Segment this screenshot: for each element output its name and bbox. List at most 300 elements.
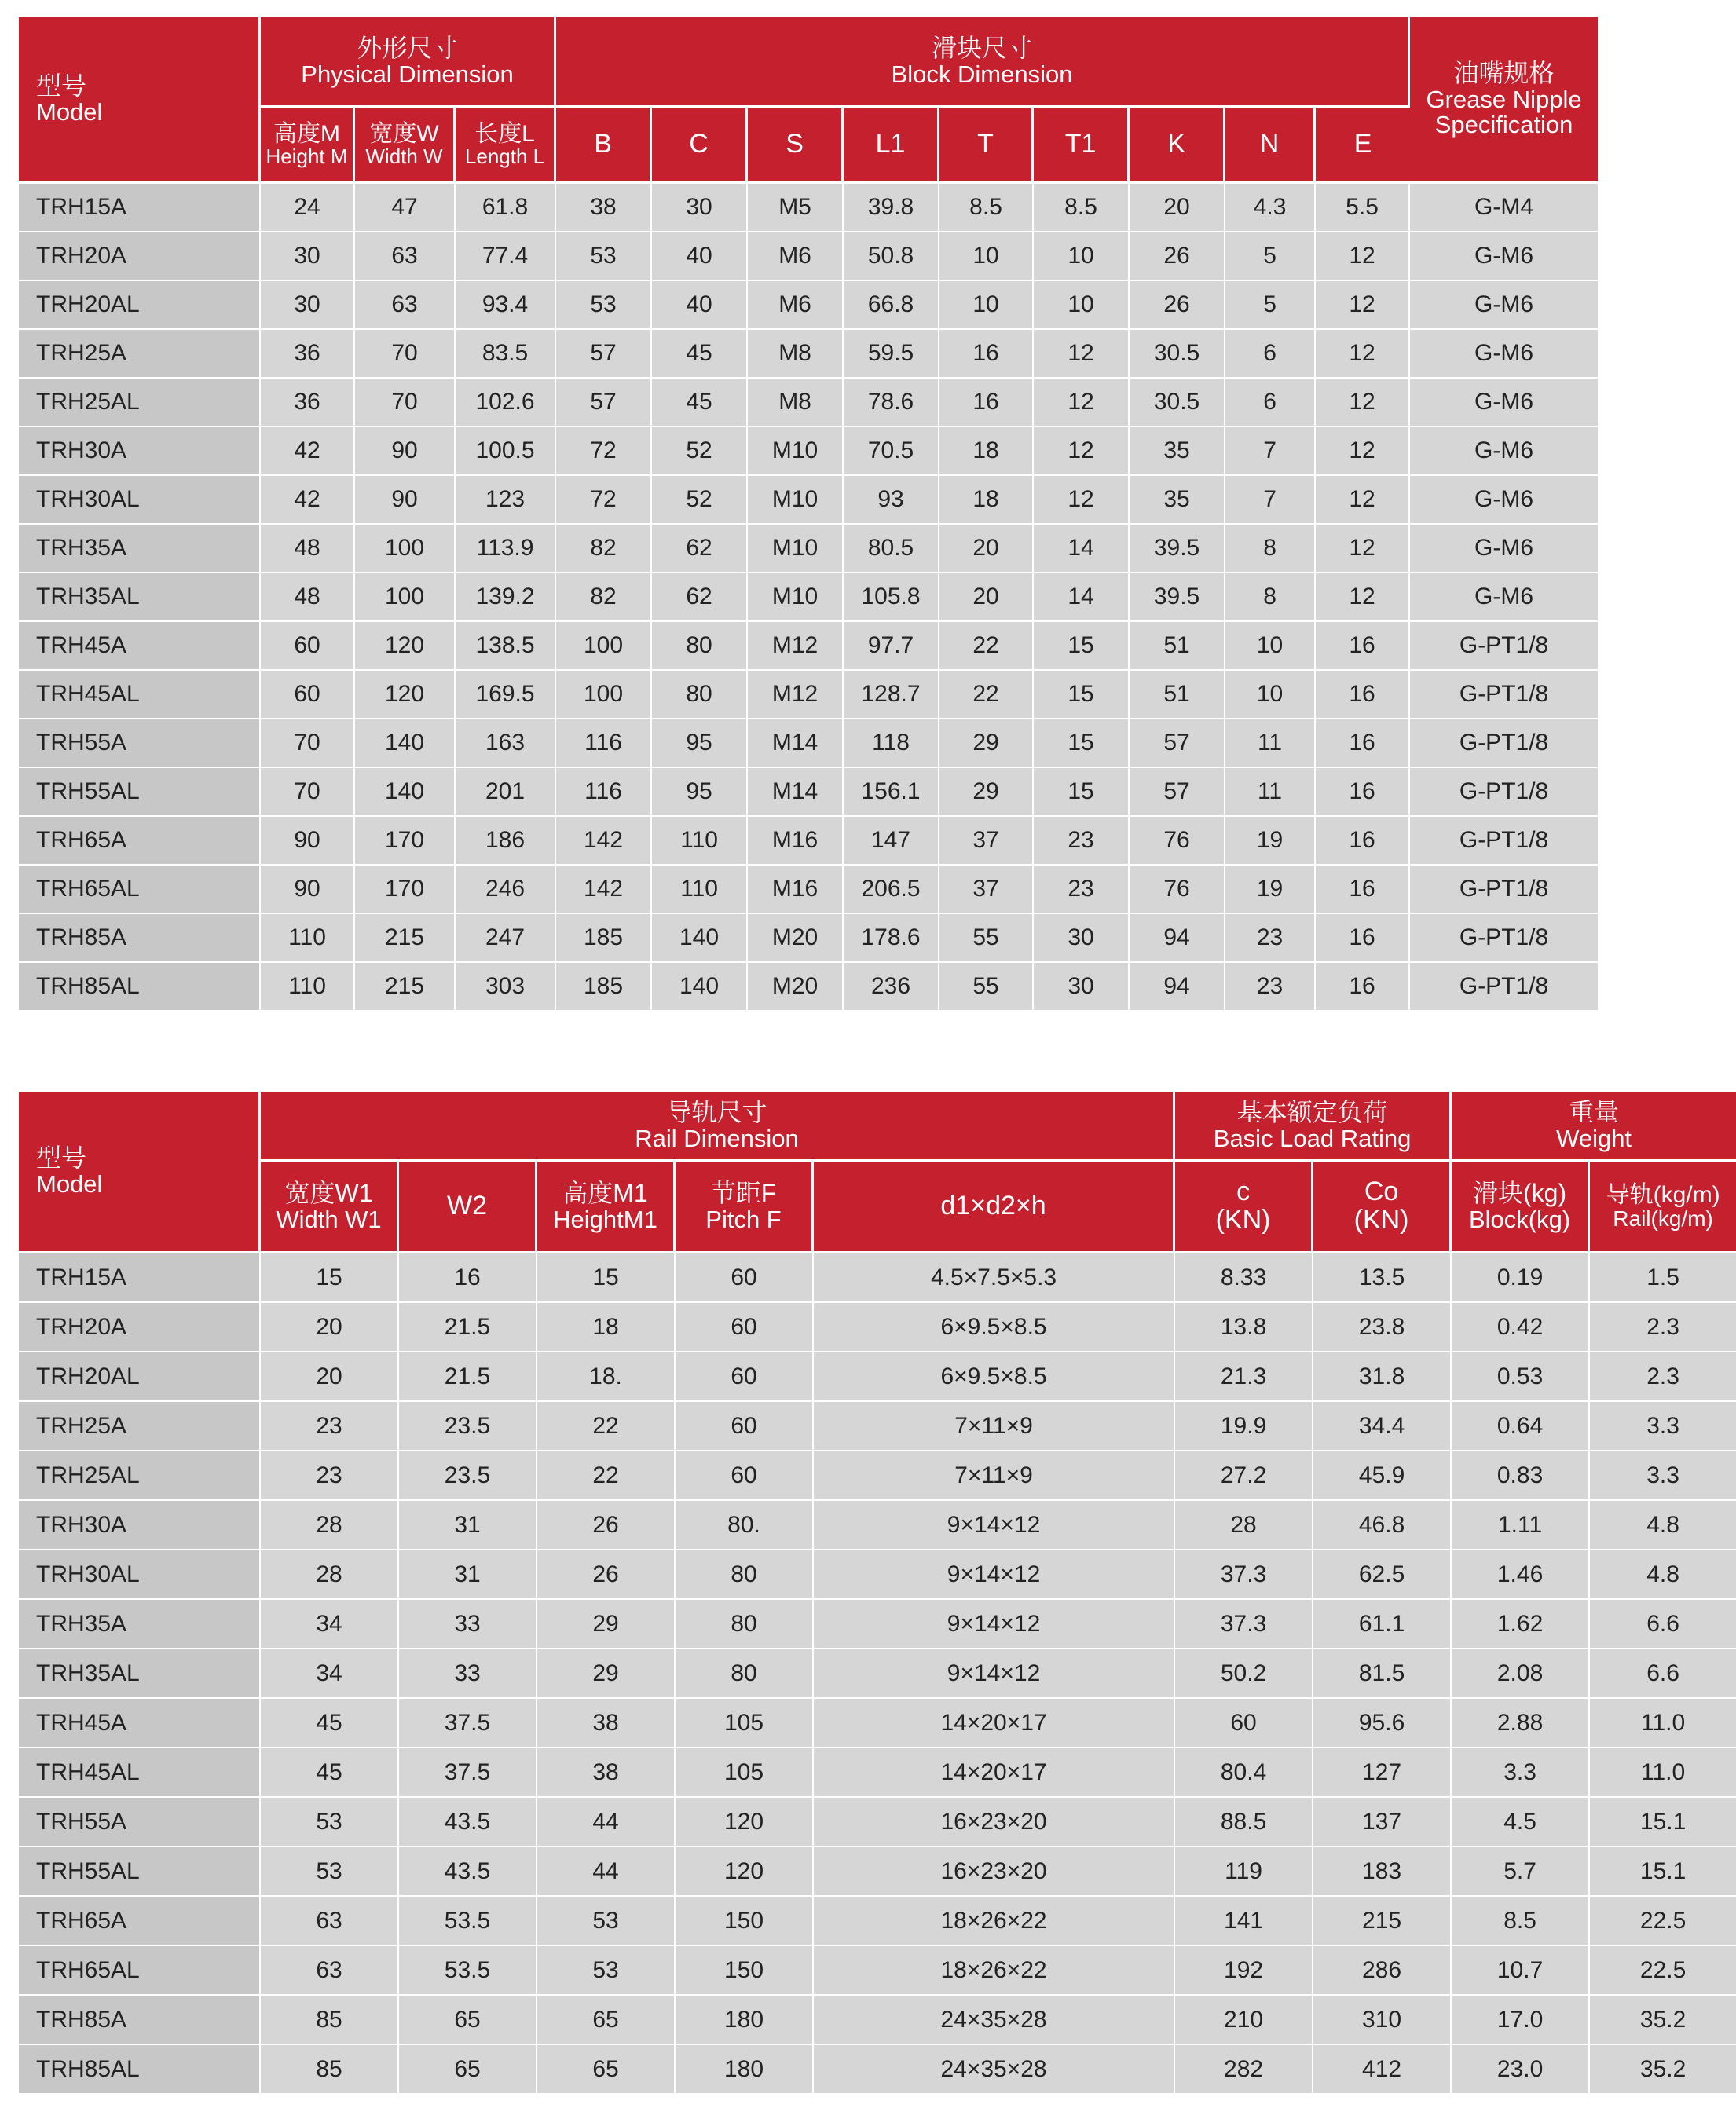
c-cell: 110 <box>652 817 748 866</box>
c-cell: 140 <box>652 963 748 1010</box>
load-co-cell: 95.6 <box>1313 1699 1452 1748</box>
grease-nipple-cell: G-M6 <box>1410 573 1598 622</box>
grease-nipple-cell: G-PT1/8 <box>1410 866 1598 914</box>
load-c-cell: 210 <box>1175 1996 1313 2045</box>
n-cell: 4.3 <box>1225 184 1316 232</box>
load-co-cell: 127 <box>1313 1748 1452 1798</box>
t1-cell: 8.5 <box>1034 184 1130 232</box>
model-cell: TRH25A <box>19 330 261 379</box>
load-c-cell: 50.2 <box>1175 1649 1313 1699</box>
length-l-cell: 100.5 <box>456 427 556 476</box>
d1-d2-h-cell: 6×9.5×8.5 <box>814 1352 1175 1402</box>
width-w-cell: 170 <box>355 817 456 866</box>
width-w-cell: 215 <box>355 963 456 1010</box>
grease-nipple-cell: G-M6 <box>1410 379 1598 427</box>
model-cell: TRH55AL <box>19 768 261 817</box>
header-row-top <box>19 17 1598 108</box>
header-row-top <box>19 1092 1736 1162</box>
block-weight-cell: 5.7 <box>1452 1847 1590 1897</box>
length-l-cell: 138.5 <box>456 622 556 671</box>
s-cell: M16 <box>748 817 844 866</box>
k-cell: 76 <box>1130 866 1225 914</box>
grease-nipple-header <box>1410 17 1598 184</box>
l1-cell: 66.8 <box>844 281 939 330</box>
b-cell: 38 <box>556 184 652 232</box>
load-c-cell: 28 <box>1175 1501 1313 1550</box>
length-l-en: Length L <box>464 145 545 169</box>
e-cell: 12 <box>1316 525 1410 573</box>
s-cell: M8 <box>748 330 844 379</box>
load-c-cell: 8.33 <box>1175 1253 1313 1303</box>
pitch-f-header <box>676 1162 814 1253</box>
w2-cell: 65 <box>399 1996 537 2045</box>
w2-cell: 33 <box>399 1649 537 1699</box>
e-cell: 16 <box>1316 719 1410 768</box>
t1-cell: 12 <box>1034 330 1130 379</box>
length-l-cell: 113.9 <box>456 525 556 573</box>
t1-cell: 15 <box>1034 671 1130 719</box>
load-c-cell: 21.3 <box>1175 1352 1313 1402</box>
t-cell: 29 <box>939 719 1034 768</box>
rail-weight-cell: 6.6 <box>1590 1649 1736 1699</box>
s-cell: M10 <box>748 573 844 622</box>
n-cell: 8 <box>1225 573 1316 622</box>
k-cell: 51 <box>1130 622 1225 671</box>
basic-load-rating-header <box>1175 1092 1452 1162</box>
b-cell: 116 <box>556 719 652 768</box>
model-cell: TRH55A <box>19 1798 261 1847</box>
block-weight-cell: 2.88 <box>1452 1699 1590 1748</box>
t1-cell: 12 <box>1034 379 1130 427</box>
s-cell: M10 <box>748 476 844 525</box>
s-cell: M16 <box>748 866 844 914</box>
pitch-f-cell: 80 <box>676 1600 814 1649</box>
s-cell: M14 <box>748 719 844 768</box>
s-cell: M14 <box>748 768 844 817</box>
table-row <box>19 1649 1736 1699</box>
length-l-cell: 163 <box>456 719 556 768</box>
t-cell: 10 <box>939 281 1034 330</box>
height-m1-cell: 65 <box>537 2045 676 2093</box>
width-w-cell: 90 <box>355 476 456 525</box>
length-l-cell: 169.5 <box>456 671 556 719</box>
w2-cell: 21.5 <box>399 1303 537 1352</box>
b-cell: 142 <box>556 817 652 866</box>
model-cell: TRH45A <box>19 1699 261 1748</box>
table-row <box>19 768 1598 817</box>
table-row <box>19 525 1598 573</box>
width-w1-cell: 53 <box>261 1798 399 1847</box>
model-cell: TRH55A <box>19 719 261 768</box>
rail-weight-cell: 3.3 <box>1590 1451 1736 1501</box>
height-m-cell: 42 <box>261 476 355 525</box>
table-row <box>19 963 1598 1010</box>
load-co-cell: 34.4 <box>1313 1402 1452 1451</box>
rail-weight-cell: 22.5 <box>1590 1946 1736 1996</box>
pitch-f-cell: 60 <box>676 1402 814 1451</box>
rail-weight-cell: 15.1 <box>1590 1798 1736 1847</box>
length-l-zh: 长度L <box>474 120 535 147</box>
height-m-cell: 70 <box>261 719 355 768</box>
width-w-cell: 215 <box>355 914 456 963</box>
grease-nipple-cell: G-M6 <box>1410 476 1598 525</box>
height-m1-cell: 18 <box>537 1303 676 1352</box>
height-m-cell: 48 <box>261 573 355 622</box>
model-cell: TRH65A <box>19 1897 261 1946</box>
c-cell: 95 <box>652 719 748 768</box>
model-cell: TRH25A <box>19 1402 261 1451</box>
l1-cell: 105.8 <box>844 573 939 622</box>
grease-nipple-cell: G-M6 <box>1410 330 1598 379</box>
k-cell: 51 <box>1130 671 1225 719</box>
height-m-en: Height M <box>266 145 348 169</box>
l1-cell: 178.6 <box>844 914 939 963</box>
w2-cell: 43.5 <box>399 1847 537 1897</box>
d1-d2-h-cell: 14×20×17 <box>814 1699 1175 1748</box>
physical-dimension-zh: 外形尺寸 <box>357 33 458 62</box>
model-cell: TRH35AL <box>19 1649 261 1699</box>
d1-d2-h-cell: 14×20×17 <box>814 1748 1175 1798</box>
t1-cell: 14 <box>1034 573 1130 622</box>
l1-cell: 97.7 <box>844 622 939 671</box>
load-c-cell: 37.3 <box>1175 1600 1313 1649</box>
width-w1-cell: 28 <box>261 1501 399 1550</box>
t1-cell: 10 <box>1034 281 1130 330</box>
rail-dimension-en: Rail Dimension <box>635 1124 799 1152</box>
d1-d2-h-cell: 16×23×20 <box>814 1798 1175 1847</box>
table-row <box>19 232 1598 281</box>
grease-nipple-cell: G-PT1/8 <box>1410 963 1598 1010</box>
height-m1-zh: 高度M1 <box>562 1178 648 1207</box>
height-m-cell: 70 <box>261 768 355 817</box>
k-cell: 94 <box>1130 963 1225 1010</box>
model-cell: TRH35A <box>19 525 261 573</box>
k-cell: 39.5 <box>1130 525 1225 573</box>
load-co-cell: 62.5 <box>1313 1550 1452 1600</box>
block-dimension-zh: 滑块尺寸 <box>932 33 1033 62</box>
model-header-en: Model <box>36 1170 103 1199</box>
grease-nipple-en: Grease Nipple <box>1426 85 1582 113</box>
d1-d2-h-cell: 9×14×12 <box>814 1600 1175 1649</box>
model-cell: TRH30A <box>19 1501 261 1550</box>
table-row <box>19 2045 1736 2093</box>
b-cell: 142 <box>556 866 652 914</box>
c-cell: 45 <box>652 379 748 427</box>
k-cell: 76 <box>1130 817 1225 866</box>
table-row <box>19 622 1598 671</box>
model-cell: TRH20AL <box>19 281 261 330</box>
model-header-zh: 型号 <box>36 71 87 101</box>
l1-cell: 236 <box>844 963 939 1010</box>
model-cell: TRH30AL <box>19 476 261 525</box>
l1-cell: 118 <box>844 719 939 768</box>
width-w1-cell: 15 <box>261 1253 399 1303</box>
col-t1-header: T1 <box>1034 108 1130 184</box>
load-c-cell: 19.9 <box>1175 1402 1313 1451</box>
pitch-f-cell: 150 <box>676 1946 814 1996</box>
model-cell: TRH25AL <box>19 1451 261 1501</box>
n-cell: 19 <box>1225 866 1316 914</box>
width-w1-cell: 53 <box>261 1847 399 1897</box>
block-weight-cell: 8.5 <box>1452 1897 1590 1946</box>
t-cell: 20 <box>939 525 1034 573</box>
table-row <box>19 427 1598 476</box>
d1-d2-h-cell: 9×14×12 <box>814 1501 1175 1550</box>
e-cell: 16 <box>1316 671 1410 719</box>
load-co-cell: 183 <box>1313 1847 1452 1897</box>
c-cell: 62 <box>652 573 748 622</box>
table-row <box>19 817 1598 866</box>
t-cell: 37 <box>939 866 1034 914</box>
block-weight-cell: 10.7 <box>1452 1946 1590 1996</box>
table-row <box>19 1550 1736 1600</box>
n-cell: 23 <box>1225 963 1316 1010</box>
model-cell: TRH55AL <box>19 1847 261 1897</box>
t1-cell: 30 <box>1034 963 1130 1010</box>
height-m-cell: 90 <box>261 817 355 866</box>
block-weight-zh: 滑块(kg) <box>1473 1178 1567 1207</box>
rail-weight-cell: 6.6 <box>1590 1600 1736 1649</box>
height-m-cell: 30 <box>261 232 355 281</box>
block-dimension-en: Block Dimension <box>891 60 1073 88</box>
k-cell: 57 <box>1130 719 1225 768</box>
model-cell: TRH15A <box>19 1253 261 1303</box>
block-weight-cell: 17.0 <box>1452 1996 1590 2045</box>
e-cell: 16 <box>1316 768 1410 817</box>
e-cell: 12 <box>1316 476 1410 525</box>
d1-d2-h-cell: 18×26×22 <box>814 1897 1175 1946</box>
k-cell: 94 <box>1130 914 1225 963</box>
c-cell: 110 <box>652 866 748 914</box>
model-cell: TRH65AL <box>19 1946 261 1996</box>
width-w-en: Width W <box>365 145 443 169</box>
n-cell: 5 <box>1225 281 1316 330</box>
k-cell: 20 <box>1130 184 1225 232</box>
s-cell: M5 <box>748 184 844 232</box>
c-cell: 40 <box>652 281 748 330</box>
grease-nipple-cell: G-M6 <box>1410 427 1598 476</box>
width-w1-header <box>261 1162 399 1253</box>
block-weight-cell: 23.0 <box>1452 2045 1590 2093</box>
height-m-cell: 110 <box>261 914 355 963</box>
b-cell: 100 <box>556 671 652 719</box>
col-n-header: N <box>1225 108 1316 184</box>
model-cell: TRH45AL <box>19 671 261 719</box>
l1-cell: 59.5 <box>844 330 939 379</box>
l1-cell: 70.5 <box>844 427 939 476</box>
length-l-cell: 61.8 <box>456 184 556 232</box>
grease-nipple-cell: G-PT1/8 <box>1410 622 1598 671</box>
b-cell: 185 <box>556 963 652 1010</box>
load-co-cell: 310 <box>1313 1996 1452 2045</box>
model-cell: TRH30A <box>19 427 261 476</box>
length-l-cell: 247 <box>456 914 556 963</box>
block-dimension-header <box>556 17 1410 108</box>
block-weight-cell: 0.83 <box>1452 1451 1590 1501</box>
block-weight-header <box>1452 1162 1590 1253</box>
height-m1-cell: 44 <box>537 1847 676 1897</box>
table-row <box>19 1451 1736 1501</box>
load-co-cell: 13.5 <box>1313 1253 1452 1303</box>
height-m-cell: 36 <box>261 330 355 379</box>
width-w1-cell: 45 <box>261 1699 399 1748</box>
model-header <box>19 17 261 184</box>
s-cell: M6 <box>748 232 844 281</box>
width-w-cell: 120 <box>355 671 456 719</box>
table-row <box>19 573 1598 622</box>
table-row <box>19 330 1598 379</box>
t-cell: 8.5 <box>939 184 1034 232</box>
pitch-f-cell: 105 <box>676 1748 814 1798</box>
w2-cell: 53.5 <box>399 1897 537 1946</box>
grease-nipple-cell: G-M6 <box>1410 232 1598 281</box>
t1-cell: 12 <box>1034 427 1130 476</box>
t1-cell: 15 <box>1034 768 1130 817</box>
l1-cell: 147 <box>844 817 939 866</box>
length-l-header <box>456 108 556 184</box>
block-weight-cell: 1.46 <box>1452 1550 1590 1600</box>
table-row <box>19 1600 1736 1649</box>
length-l-cell: 201 <box>456 768 556 817</box>
height-m1-cell: 29 <box>537 1649 676 1699</box>
load-co-cell: 45.9 <box>1313 1451 1452 1501</box>
pitch-f-cell: 120 <box>676 1798 814 1847</box>
d1-d2-h-cell: 18×26×22 <box>814 1946 1175 1996</box>
table-row <box>19 1847 1736 1897</box>
n-cell: 19 <box>1225 817 1316 866</box>
height-m1-cell: 18. <box>537 1352 676 1402</box>
e-cell: 12 <box>1316 232 1410 281</box>
t-cell: 29 <box>939 768 1034 817</box>
model-header-zh: 型号 <box>36 1144 87 1173</box>
grease-nipple-zh: 油嘴规格 <box>1453 59 1555 88</box>
w2-cell: 37.5 <box>399 1699 537 1748</box>
load-c-cell: 141 <box>1175 1897 1313 1946</box>
grease-nipple-cell: G-M4 <box>1410 184 1598 232</box>
load-c-label: c <box>1236 1177 1251 1207</box>
rail-weight-cell: 2.3 <box>1590 1352 1736 1402</box>
width-w1-cell: 63 <box>261 1897 399 1946</box>
n-cell: 6 <box>1225 330 1316 379</box>
w2-cell: 65 <box>399 2045 537 2093</box>
c-cell: 30 <box>652 184 748 232</box>
t-cell: 20 <box>939 573 1034 622</box>
height-m-cell: 60 <box>261 622 355 671</box>
d1-d2-h-cell: 24×35×28 <box>814 1996 1175 2045</box>
width-w1-cell: 23 <box>261 1451 399 1501</box>
height-m1-cell: 65 <box>537 1996 676 2045</box>
e-cell: 12 <box>1316 427 1410 476</box>
load-co-header <box>1313 1162 1452 1253</box>
col-b-header: B <box>556 108 652 184</box>
width-w1-en: Width W1 <box>276 1205 382 1233</box>
b-cell: 53 <box>556 281 652 330</box>
w2-cell: 21.5 <box>399 1352 537 1402</box>
load-co-cell: 286 <box>1313 1946 1452 1996</box>
load-c-cell: 27.2 <box>1175 1451 1313 1501</box>
block-weight-cell: 3.3 <box>1452 1748 1590 1798</box>
length-l-cell: 102.6 <box>456 379 556 427</box>
d1-d2-h-cell: 7×11×9 <box>814 1402 1175 1451</box>
w2-cell: 23.5 <box>399 1451 537 1501</box>
n-cell: 8 <box>1225 525 1316 573</box>
table-row <box>19 184 1598 232</box>
basic-load-rating-en: Basic Load Rating <box>1213 1124 1412 1152</box>
height-m1-cell: 38 <box>537 1748 676 1798</box>
grease-nipple-cell: G-PT1/8 <box>1410 671 1598 719</box>
l1-cell: 93 <box>844 476 939 525</box>
width-w-cell: 70 <box>355 330 456 379</box>
e-cell: 16 <box>1316 914 1410 963</box>
w2-cell: 43.5 <box>399 1798 537 1847</box>
model-cell: TRH85AL <box>19 2045 261 2093</box>
grease-nipple-cell: G-PT1/8 <box>1410 719 1598 768</box>
height-m-cell: 110 <box>261 963 355 1010</box>
n-cell: 23 <box>1225 914 1316 963</box>
e-cell: 16 <box>1316 622 1410 671</box>
load-c-unit: (KN) <box>1215 1205 1271 1235</box>
pitch-f-cell: 60 <box>676 1303 814 1352</box>
d1-d2-h-cell: 9×14×12 <box>814 1550 1175 1600</box>
table-row <box>19 1253 1736 1303</box>
d1-d2-h-cell: 9×14×12 <box>814 1649 1175 1699</box>
width-w-zh: 宽度W <box>369 120 439 147</box>
col-l1-header: L1 <box>844 108 939 184</box>
header-row-sub <box>19 1162 1736 1253</box>
width-w1-cell: 63 <box>261 1946 399 1996</box>
l1-cell: 78.6 <box>844 379 939 427</box>
t-cell: 37 <box>939 817 1034 866</box>
model-cell: TRH85AL <box>19 963 261 1010</box>
c-cell: 40 <box>652 232 748 281</box>
c-cell: 62 <box>652 525 748 573</box>
w2-cell: 16 <box>399 1253 537 1303</box>
table-row <box>19 1402 1736 1451</box>
col-s-header: S <box>748 108 844 184</box>
pitch-f-cell: 60 <box>676 1253 814 1303</box>
t-cell: 55 <box>939 914 1034 963</box>
c-cell: 45 <box>652 330 748 379</box>
s-cell: M10 <box>748 525 844 573</box>
weight-zh: 重量 <box>1569 1097 1620 1126</box>
load-co-cell: 137 <box>1313 1798 1452 1847</box>
t-cell: 55 <box>939 963 1034 1010</box>
rail-weight-header <box>1590 1162 1736 1253</box>
width-w1-cell: 85 <box>261 1996 399 2045</box>
table-row <box>19 1501 1736 1550</box>
t-cell: 16 <box>939 330 1034 379</box>
s-cell: M12 <box>748 622 844 671</box>
length-l-cell: 93.4 <box>456 281 556 330</box>
rail-weight-cell: 2.3 <box>1590 1303 1736 1352</box>
width-w-cell: 120 <box>355 622 456 671</box>
e-cell: 12 <box>1316 330 1410 379</box>
height-m1-cell: 26 <box>537 1501 676 1550</box>
height-m1-cell: 26 <box>537 1550 676 1600</box>
w2-cell: 33 <box>399 1600 537 1649</box>
t1-cell: 23 <box>1034 866 1130 914</box>
load-co-cell: 81.5 <box>1313 1649 1452 1699</box>
height-m1-cell: 53 <box>537 1897 676 1946</box>
pitch-f-cell: 80 <box>676 1649 814 1699</box>
rail-weight-cell: 22.5 <box>1590 1897 1736 1946</box>
rail-weight-cell: 15.1 <box>1590 1847 1736 1897</box>
grease-nipple-cell: G-PT1/8 <box>1410 817 1598 866</box>
e-cell: 12 <box>1316 379 1410 427</box>
n-cell: 10 <box>1225 671 1316 719</box>
e-cell: 12 <box>1316 573 1410 622</box>
table-row <box>19 866 1598 914</box>
